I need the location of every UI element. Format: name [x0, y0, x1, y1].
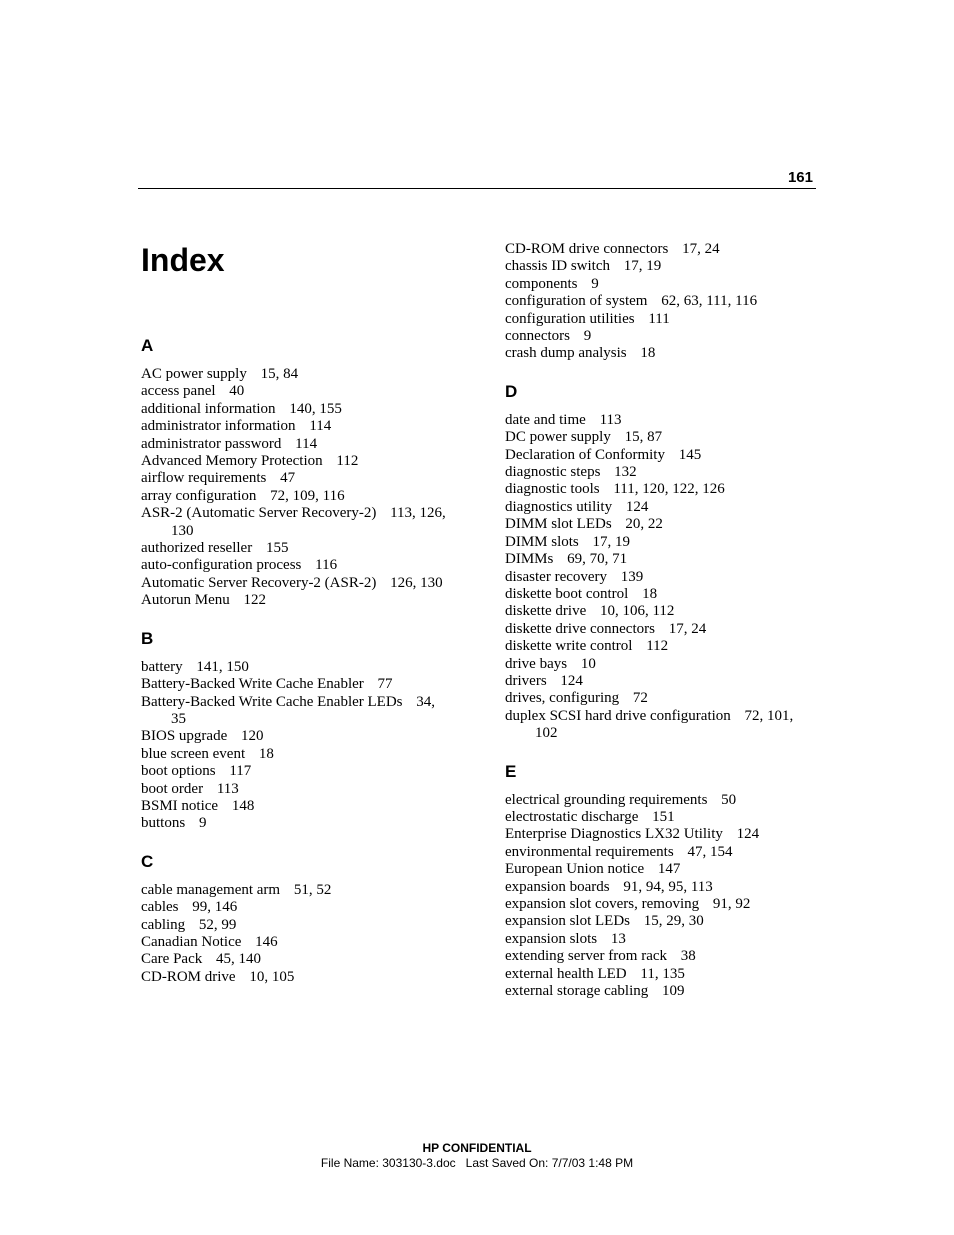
- index-entry: [505, 792, 815, 809]
- index-pages: 122: [243, 592, 266, 609]
- index-term: Battery-Backed Write Cache Enabler LEDs: [141, 693, 403, 710]
- index-entry: [141, 401, 451, 418]
- index-pages: 117: [229, 763, 252, 780]
- index-section: [141, 629, 451, 833]
- index-entry: [505, 447, 815, 464]
- index-section: [141, 852, 451, 986]
- index-term: drive bays: [505, 655, 568, 672]
- index-pages: 114: [295, 435, 318, 452]
- index-entry: [505, 861, 815, 878]
- index-term: boot options: [141, 763, 216, 780]
- index-term: diagnostics utility: [505, 498, 613, 515]
- index-pages: 69, 70, 71: [567, 551, 628, 568]
- index-term: diskette write control: [505, 638, 633, 655]
- index-term: authorized reseller: [141, 540, 253, 557]
- index-pages: 124: [625, 498, 649, 515]
- index-term: configuration utilities: [505, 310, 635, 327]
- index-pages: 38: [680, 948, 696, 965]
- index-pages: 91, 92: [712, 896, 751, 912]
- index-section: [505, 382, 815, 743]
- index-pages: 113: [599, 411, 622, 428]
- index-pages: 9: [591, 275, 599, 292]
- index-term: DIMM slots: [505, 533, 579, 550]
- index-term: connectors: [505, 328, 570, 345]
- index-entry: [141, 557, 451, 574]
- index-entry: [505, 293, 815, 310]
- index-entry: [141, 453, 451, 470]
- index-pages: 17, 19: [623, 258, 662, 275]
- index-term: Canadian Notice: [141, 933, 242, 950]
- index-entry: [505, 481, 815, 498]
- index-entry: [505, 638, 815, 655]
- index-pages: 140, 155: [289, 400, 342, 417]
- index-term: diskette boot control: [505, 585, 629, 602]
- index-entry: [141, 969, 451, 986]
- index-term: DC power supply: [505, 429, 611, 446]
- index-entry: [505, 311, 815, 328]
- header-rule: [138, 188, 816, 189]
- index-entry: [505, 896, 815, 913]
- index-entry: [505, 826, 815, 843]
- index-entry: [141, 366, 451, 383]
- index-pages: 155: [265, 540, 289, 557]
- index-pages: 139: [620, 568, 644, 585]
- index-entry: [505, 258, 815, 275]
- index-entry: [141, 694, 451, 729]
- index-pages: 124: [560, 672, 583, 689]
- index-pages: 146: [255, 933, 278, 950]
- index-term: Autorun Menu: [141, 592, 230, 609]
- index-pages: 112: [336, 453, 359, 470]
- index-term: Enterprise Diagnostics LX32 Utility: [505, 826, 723, 843]
- index-pages: 116: [315, 557, 338, 574]
- index-term: ASR-2 (Automatic Server Recovery-2): [141, 505, 377, 522]
- index-entry: [505, 656, 815, 673]
- index-term: electrostatic discharge: [505, 808, 639, 825]
- index-entry: [505, 569, 815, 586]
- index-term: diagnostic steps: [505, 464, 601, 481]
- index-entry: [505, 690, 815, 707]
- index-term: configuration of system: [505, 293, 648, 310]
- index-term: components: [505, 275, 578, 292]
- index-section: [505, 762, 815, 1001]
- index-term: European Union notice: [505, 861, 645, 878]
- index-pages: 10, 106, 112: [599, 603, 675, 620]
- index-term: Care Pack: [141, 951, 203, 968]
- index-pages: 109: [662, 983, 685, 1000]
- index-section: [141, 336, 451, 610]
- index-pages: 13: [610, 930, 626, 947]
- index-entry: [141, 934, 451, 951]
- index-term: diskette drive: [505, 603, 587, 620]
- index-term: CD-ROM drive: [141, 968, 236, 985]
- index-entry: [141, 575, 451, 592]
- index-term: chassis ID switch: [505, 258, 610, 275]
- index-section: [505, 241, 815, 363]
- index-entry: [505, 673, 815, 690]
- index-column-right: [505, 241, 815, 1019]
- index-pages: 132: [614, 464, 637, 481]
- index-entry: [141, 418, 451, 435]
- index-pages: 151: [652, 808, 675, 825]
- index-entry: [505, 809, 815, 826]
- index-entry: [141, 488, 451, 505]
- index-term: administrator password: [141, 435, 282, 452]
- index-term: expansion boards: [505, 878, 610, 895]
- index-pages: 72: [632, 690, 648, 707]
- index-pages: 145: [678, 446, 702, 463]
- index-entry: [505, 844, 815, 861]
- index-column-left: [141, 336, 451, 1005]
- index-term: administrator information: [141, 418, 296, 435]
- index-pages: 18: [642, 585, 658, 602]
- index-entry: [141, 815, 451, 832]
- index-entry: [141, 383, 451, 400]
- index-entry: [141, 746, 451, 763]
- page-title: Index: [141, 242, 225, 278]
- index-term: extending server from rack: [505, 948, 668, 965]
- index-pages: 52, 99: [198, 916, 237, 933]
- section-letter: B: [141, 628, 154, 648]
- index-entry: [505, 516, 815, 533]
- index-term: cabling: [141, 916, 186, 933]
- index-term: AC power supply: [141, 366, 247, 382]
- index-pages: 50: [721, 791, 737, 808]
- index-pages: 47: [280, 470, 296, 487]
- index-term: auto-configuration process: [141, 557, 302, 574]
- index-pages: 148: [231, 797, 255, 814]
- index-pages: 18: [258, 745, 274, 762]
- index-pages: 45, 140: [215, 951, 261, 968]
- index-pages: 20, 22: [625, 516, 663, 533]
- index-term: DIMMs: [505, 551, 554, 568]
- index-term: airflow requirements: [141, 470, 267, 487]
- index-entry: [141, 728, 451, 745]
- index-pages: 40: [229, 383, 245, 400]
- index-pages: 10, 105: [249, 968, 295, 985]
- index-term: DIMM slot LEDs: [505, 516, 612, 533]
- index-term: array configuration: [141, 487, 257, 504]
- index-pages: 15, 29, 30: [643, 913, 704, 930]
- index-pages: 15, 87: [624, 429, 663, 446]
- index-entry: [141, 763, 451, 780]
- footer-file-info: File Name: 303130-3.doc Last Saved On: 7/7/03 1:48 PM: [320, 1156, 634, 1170]
- index-pages: 17, 19: [592, 533, 631, 550]
- index-term: BSMI notice: [141, 797, 219, 814]
- index-entry: [505, 551, 815, 568]
- index-pages: 120: [241, 728, 264, 745]
- index-entry: [141, 436, 451, 453]
- index-entry: [505, 879, 815, 896]
- page-number: 161: [787, 169, 813, 186]
- index-pages: 9: [198, 815, 207, 832]
- index-term: expansion slot LEDs: [505, 913, 630, 930]
- index-entry: [141, 592, 451, 609]
- index-term: Battery-Backed Write Cache Enabler: [141, 676, 364, 693]
- index-entry: [141, 917, 451, 934]
- index-entry: [505, 412, 815, 429]
- index-term: access panel: [141, 383, 216, 400]
- index-entry: [505, 499, 815, 516]
- index-entry: [505, 534, 815, 551]
- section-letter: C: [141, 851, 154, 871]
- index-pages: 111, 120, 122, 126: [613, 481, 725, 498]
- index-entry: [505, 983, 815, 1000]
- index-entry: [141, 798, 451, 815]
- index-term: expansion slots: [505, 930, 598, 947]
- section-letter: D: [505, 381, 518, 401]
- index-term: CD-ROM drive connectors: [505, 241, 669, 257]
- index-pages: 113, 126, 130: [171, 505, 446, 539]
- index-pages: 17, 24: [682, 241, 720, 257]
- index-pages: 113: [216, 780, 239, 797]
- index-entry: [505, 241, 815, 258]
- index-pages: 141, 150: [196, 658, 249, 675]
- index-term: additional information: [141, 400, 276, 417]
- index-pages: 91, 94, 95, 113: [623, 878, 713, 895]
- index-pages: 11, 135: [640, 965, 685, 982]
- index-entry: [505, 345, 815, 362]
- index-pages: 18: [640, 345, 656, 362]
- index-entry: [505, 276, 815, 293]
- index-term: duplex SCSI hard drive configuration: [505, 707, 731, 724]
- index-term: external health LED: [505, 965, 627, 982]
- index-pages: 126, 130: [390, 574, 443, 591]
- index-entry: [505, 603, 815, 620]
- index-term: cables: [141, 899, 179, 916]
- index-term: Declaration of Conformity: [505, 446, 665, 463]
- index-pages: 17, 24: [668, 620, 707, 637]
- index-pages: 124: [736, 826, 760, 843]
- index-entry: [505, 586, 815, 603]
- index-pages: 9: [583, 328, 592, 345]
- index-term: buttons: [141, 815, 186, 832]
- index-entry: [141, 899, 451, 916]
- index-term: boot order: [141, 780, 204, 797]
- index-term: environmental requirements: [505, 843, 674, 860]
- index-entry: [141, 951, 451, 968]
- index-pages: 112: [646, 638, 669, 655]
- index-term: blue screen event: [141, 745, 246, 762]
- index-term: Automatic Server Recovery-2 (ASR-2): [141, 574, 377, 591]
- index-pages: 77: [377, 676, 393, 693]
- index-entry: [141, 659, 451, 676]
- index-term: crash dump analysis: [505, 345, 627, 362]
- index-entry: [505, 948, 815, 965]
- index-entry: [141, 470, 451, 487]
- index-pages: 15, 84: [260, 366, 299, 382]
- index-entry: [505, 708, 815, 743]
- index-term: BIOS upgrade: [141, 728, 228, 745]
- index-term: electrical grounding requirements: [505, 791, 708, 808]
- index-term: cable management arm: [141, 881, 281, 898]
- index-pages: 72, 101, 102: [535, 707, 794, 742]
- index-entry: [141, 882, 451, 899]
- index-term: disaster recovery: [505, 568, 608, 585]
- index-term: expansion slot covers, removing: [505, 896, 700, 912]
- index-entry: [141, 540, 451, 557]
- index-pages: 51, 52: [293, 881, 332, 898]
- index-term: drives, configuring: [505, 690, 620, 707]
- index-term: diskette drive connectors: [505, 620, 655, 637]
- index-pages: 111: [648, 310, 670, 327]
- index-entry: [505, 464, 815, 481]
- index-term: date and time: [505, 411, 586, 428]
- index-term: Advanced Memory Protection: [141, 453, 323, 470]
- footer-confidential: HP CONFIDENTIAL: [422, 1141, 532, 1155]
- index-entry: [505, 328, 815, 345]
- index-term: drivers: [505, 672, 547, 689]
- index-entry: [505, 429, 815, 446]
- index-pages: 114: [309, 418, 332, 435]
- index-term: external storage cabling: [505, 983, 649, 1000]
- index-entry: [505, 966, 815, 983]
- index-pages: 34, 35: [171, 693, 436, 727]
- index-pages: 72, 109, 116: [270, 487, 345, 504]
- index-entry: [141, 676, 451, 693]
- index-term: diagnostic tools: [505, 481, 600, 498]
- index-pages: 10: [580, 655, 596, 672]
- index-pages: 99, 146: [192, 899, 238, 916]
- index-entry: [505, 913, 815, 930]
- index-term: battery: [141, 658, 183, 675]
- index-pages: 147: [657, 861, 681, 878]
- index-pages: 62, 63, 111, 116: [661, 293, 758, 310]
- index-entry: [505, 931, 815, 948]
- section-letter: E: [505, 761, 517, 781]
- index-entry: [141, 781, 451, 798]
- index-entry: [505, 621, 815, 638]
- section-letter: A: [141, 336, 154, 355]
- index-entry: [141, 505, 451, 540]
- index-pages: 47, 154: [687, 843, 733, 860]
